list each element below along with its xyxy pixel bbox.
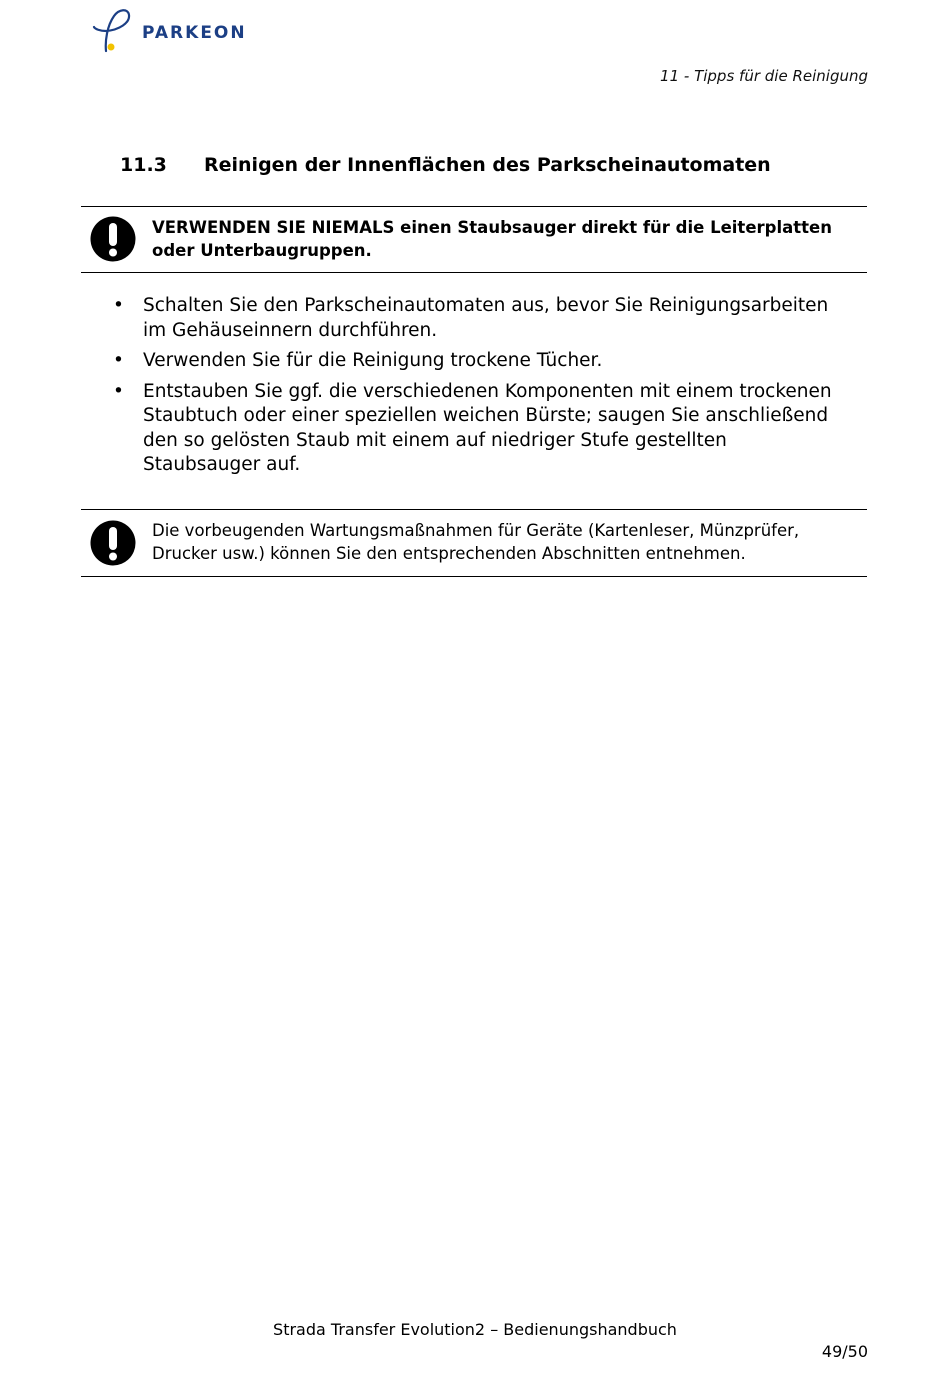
list-item bbox=[108, 380, 848, 478]
bullet-icon: • bbox=[113, 295, 124, 316]
page-number: 49/50 bbox=[821, 1342, 868, 1361]
list-item-text: Verwenden Sie für die Reinigung trockene Tücher. bbox=[143, 350, 603, 371]
section-heading bbox=[120, 154, 771, 176]
bullet-icon: • bbox=[113, 350, 124, 371]
list-item bbox=[108, 294, 848, 343]
list-item-text: Entstauben Sie ggf. die verschiedenen Komponenten mit einem trockenen Staubtuch oder einer speziellen weichen Bürste; saugen Sie anschließend den so gelösten Staub mit einem auf niedriger Stufe gestellten Staubsauger auf. bbox=[143, 380, 832, 475]
footer-title: Strada Transfer Evolution2 – Bedienungshandbuch bbox=[273, 1320, 677, 1339]
parkeon-logo-mark bbox=[92, 6, 140, 56]
section-title: Reinigen der Innenflächen des Parkscheinautomaten bbox=[204, 154, 771, 176]
list-item bbox=[108, 349, 848, 374]
exclamation-icon bbox=[90, 520, 136, 566]
parkeon-logo bbox=[92, 6, 272, 56]
warning-notice bbox=[81, 206, 867, 273]
instruction-list bbox=[108, 294, 848, 484]
logo-wordmark: PARKEON bbox=[142, 23, 247, 43]
list-item-text: Schalten Sie den Parkscheinautomaten aus, bevor Sie Reinigungsarbeiten im Gehäuseinnern durchführen. bbox=[143, 295, 829, 341]
exclamation-icon bbox=[90, 216, 136, 262]
running-header: 11 - Tipps für die Reinigung bbox=[660, 67, 868, 85]
info-text: Die vorbeugenden Wartungsmaßnahmen für Geräte (Kartenleser, Münzprüfer, Drucker usw.) können Sie den entsprechenden Abschnitten entnehmen. bbox=[152, 521, 800, 563]
bullet-icon: • bbox=[113, 380, 124, 402]
warning-text: VERWENDEN SIE NIEMALS einen Staubsauger direkt für die Leiterplatten oder Unterbaugruppen. bbox=[152, 218, 832, 260]
info-notice bbox=[81, 509, 867, 577]
section-number: 11.3 bbox=[120, 154, 167, 176]
